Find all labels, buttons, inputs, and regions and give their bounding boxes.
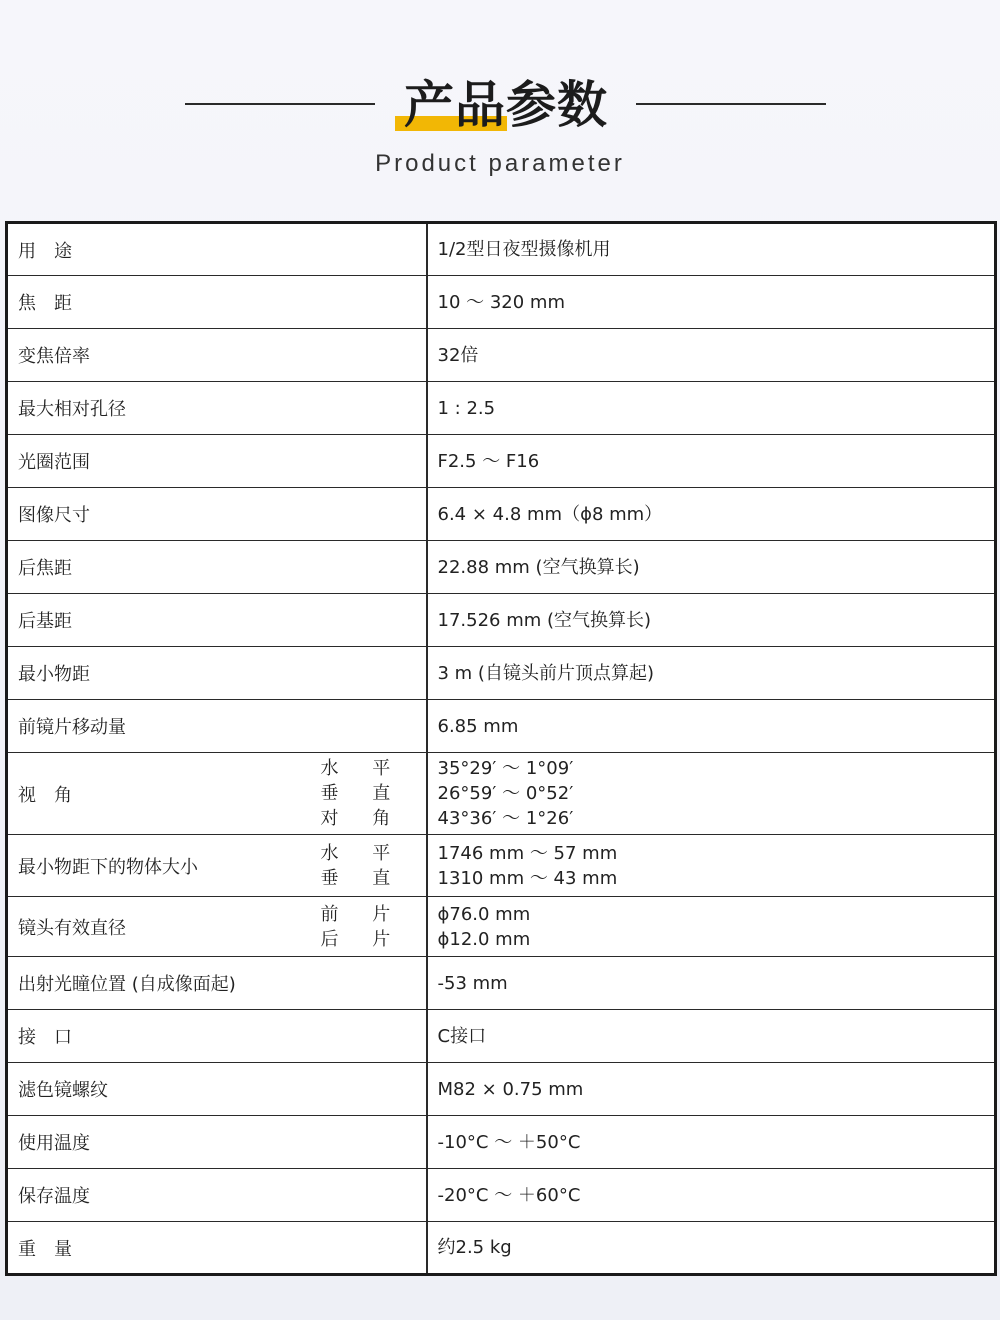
sub-label-horizontal: 水 平 — [320, 758, 405, 779]
spec-value-back-focal: 22.88 mm (空气换算长) — [427, 541, 996, 594]
table-row — [7, 753, 996, 835]
table-row — [7, 541, 996, 594]
spec-label-flange-back: 后基距 — [7, 594, 427, 647]
table-row — [7, 435, 996, 488]
spec-value-mount: C接口 — [427, 1010, 996, 1063]
table-row — [7, 897, 996, 957]
spec-value-storage-temp: -20°C ～ ＋60°C — [427, 1169, 996, 1222]
spec-label-focal-length: 焦 距 — [7, 276, 427, 329]
table-row — [7, 1169, 996, 1222]
table-row — [7, 835, 996, 897]
spec-value-exit-pupil: -53 mm — [427, 957, 996, 1010]
value-vertical: 1310 mm ～ 43 mm — [437, 867, 618, 889]
spec-label-object-size: 最小物距下的物体大小 — [7, 835, 251, 897]
spec-value-front-travel: 6.85 mm — [427, 700, 996, 753]
spec-label-view-angle: 视 角 — [7, 753, 251, 835]
spec-value-flange-back: 17.526 mm (空气换算长) — [427, 594, 996, 647]
spec-value-effective-diameter — [427, 897, 996, 957]
spec-value-max-aperture: 1 : 2.5 — [427, 382, 996, 435]
value-rear: ϕ12.0 mm — [437, 928, 531, 950]
table-row — [7, 1116, 996, 1169]
page-subtitle: Product parameter — [375, 150, 625, 177]
table-row — [7, 594, 996, 647]
spec-value-image-size: 6.4 × 4.8 mm（ϕ8 mm） — [427, 488, 996, 541]
spec-table — [5, 221, 997, 1276]
spec-label-mount: 接 口 — [7, 1010, 427, 1063]
value-vertical: 26°59′ ～ 0°52′ — [437, 783, 574, 804]
spec-label-operating-temp: 使用温度 — [7, 1116, 427, 1169]
title-block — [395, 74, 617, 136]
title-rule-right — [636, 103, 826, 105]
spec-label-zoom-ratio: 变焦倍率 — [7, 329, 427, 382]
page-title: 产品参数 — [404, 76, 608, 134]
sub-label-vertical: 垂 直 — [320, 783, 405, 804]
sub-label-horizontal: 水 平 — [320, 842, 405, 864]
spec-value-weight: 约2.5 kg — [427, 1222, 996, 1275]
spec-label-exit-pupil: 出射光瞳位置 (自成像面起) — [7, 957, 427, 1010]
spec-label-weight: 重 量 — [7, 1222, 427, 1275]
sub-label-diagonal: 对 角 — [320, 808, 405, 829]
spec-value-view-angle — [427, 753, 996, 835]
table-row — [7, 957, 996, 1010]
sub-label-rear: 后 片 — [320, 928, 405, 950]
value-horizontal: 1746 mm ～ 57 mm — [437, 842, 618, 864]
table-row — [7, 1222, 996, 1275]
spec-label-image-size: 图像尺寸 — [7, 488, 427, 541]
table-row — [7, 329, 996, 382]
spec-label-iris-range: 光圈范围 — [7, 435, 427, 488]
spec-label-effective-diameter: 镜头有效直径 — [7, 897, 251, 957]
title-rule-left — [185, 103, 375, 105]
table-row — [7, 647, 996, 700]
table-row — [7, 1063, 996, 1116]
spec-sub-object-size — [251, 835, 427, 897]
table-row — [7, 1010, 996, 1063]
spec-value-mod: 3 m (自镜头前片顶点算起) — [427, 647, 996, 700]
sub-label-front: 前 片 — [320, 903, 405, 925]
table-row — [7, 700, 996, 753]
spec-sub-view-angle — [251, 753, 427, 835]
table-row — [7, 488, 996, 541]
spec-label-purpose: 用 途 — [7, 223, 427, 276]
table-row — [7, 223, 996, 276]
value-diagonal: 43°36′ ～ 1°26′ — [437, 808, 574, 829]
spec-label-storage-temp: 保存温度 — [7, 1169, 427, 1222]
spec-value-operating-temp: -10°C ～ ＋50°C — [427, 1116, 996, 1169]
spec-label-mod: 最小物距 — [7, 647, 427, 700]
table-row — [7, 276, 996, 329]
spec-value-object-size — [427, 835, 996, 897]
spec-label-front-travel: 前镜片移动量 — [7, 700, 427, 753]
spec-value-iris-range: F2.5 ～ F16 — [427, 435, 996, 488]
value-horizontal: 35°29′ ～ 1°09′ — [437, 758, 574, 779]
spec-value-focal-length: 10 ～ 320 mm — [427, 276, 996, 329]
table-row — [7, 382, 996, 435]
spec-label-max-aperture: 最大相对孔径 — [7, 382, 427, 435]
spec-value-purpose: 1/2型日夜型摄像机用 — [427, 223, 996, 276]
value-front: ϕ76.0 mm — [437, 903, 531, 925]
spec-label-filter-thread: 滤色镜螺纹 — [7, 1063, 427, 1116]
spec-label-back-focal: 后焦距 — [7, 541, 427, 594]
sub-label-vertical: 垂 直 — [320, 867, 405, 889]
spec-value-zoom-ratio: 32倍 — [427, 329, 996, 382]
spec-sub-effective-diameter — [251, 897, 427, 957]
spec-value-filter-thread: M82 × 0.75 mm — [427, 1063, 996, 1116]
page-header — [0, 0, 1000, 200]
